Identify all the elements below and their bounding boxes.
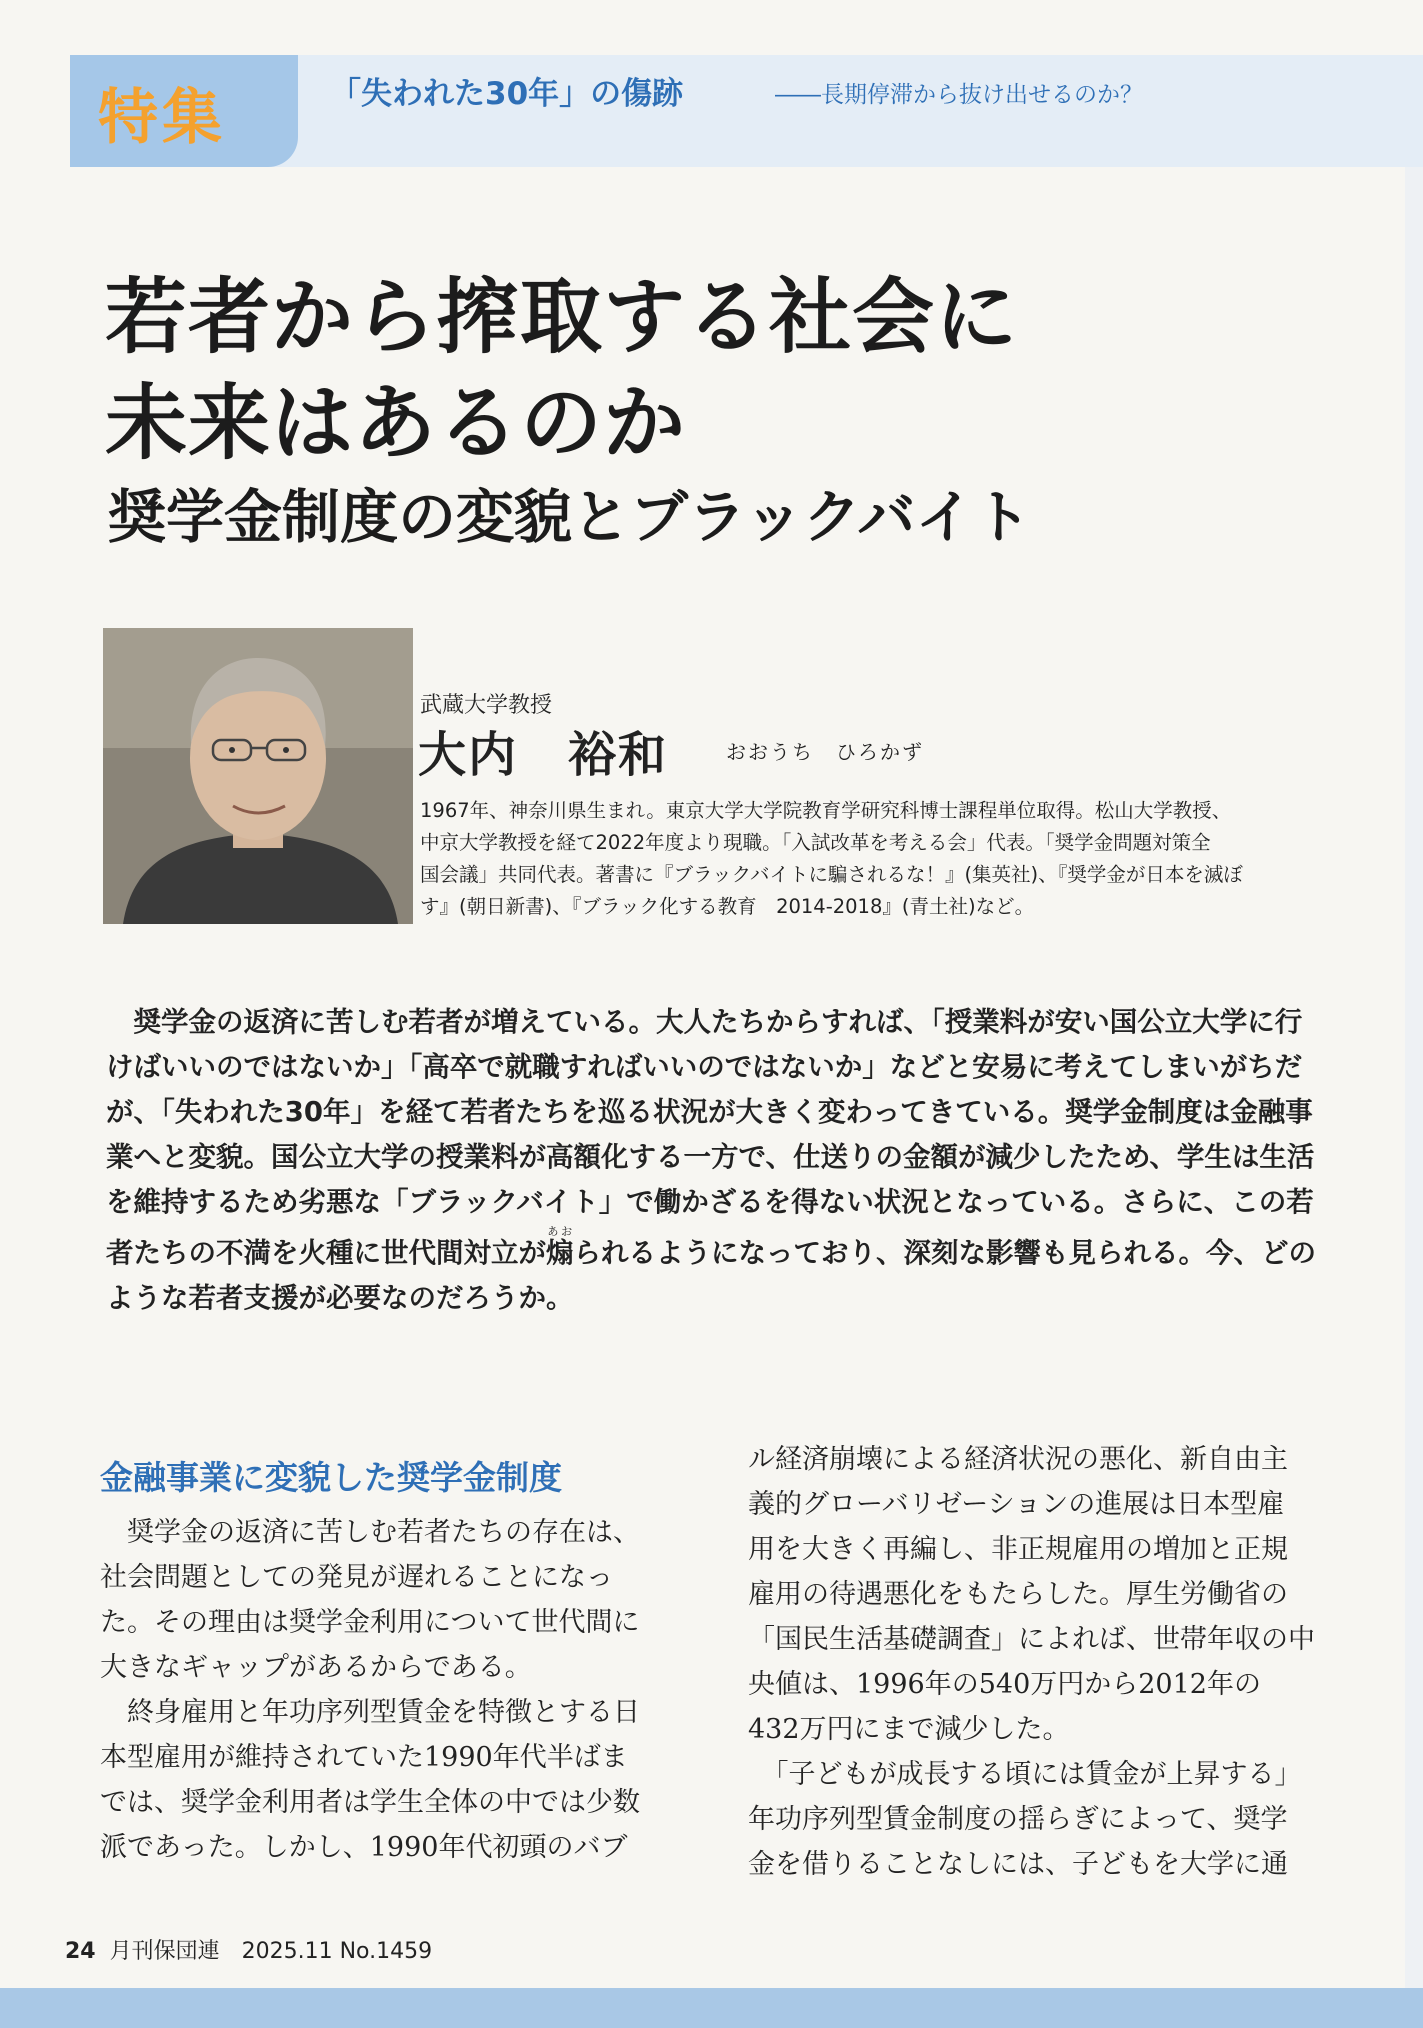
- author-affiliation: 武蔵大学教授: [420, 693, 553, 718]
- footer-band: [0, 1988, 1423, 2028]
- bio-line: 中京大学教授を経て2022年度より現職。「入試改革を考える会」代表。「奨学金問題対策全: [420, 831, 1211, 854]
- lead-line: [106, 1225, 1316, 1276]
- body-line: 央値は、1996年の540万円から2012年の: [748, 1669, 1261, 1700]
- series-subtitle: ――長期停滞から抜け出せるのか？: [775, 82, 1143, 108]
- author-name: 大内 裕和: [418, 727, 669, 783]
- body-line: 「国民生活基礎調査」によれば、世帯年収の中: [748, 1624, 1315, 1655]
- body-column-right: [748, 1437, 1315, 1887]
- lead-line: を維持するため劣悪な「ブラックバイト」で働かざるを得ない状況となっている。さらに、この若: [106, 1186, 1314, 1218]
- lead-line: ような若者支援が必要なのだろうか。: [106, 1282, 574, 1314]
- body-line: 大きなギャップがあるからである。: [100, 1652, 532, 1683]
- body-line: 義的グローバリゼーションの進展は日本型雇: [748, 1489, 1285, 1520]
- ruby-base: 煽: [546, 1237, 574, 1269]
- body-line: ル経済崩壊による経済状況の悪化、新自由主: [748, 1444, 1288, 1475]
- body-line: た。その理由は奨学金利用について世代間に: [100, 1607, 640, 1638]
- lead-paragraph: [106, 1000, 1316, 1321]
- body-line: 本型雇用が維持されていた1990年代半ばま: [100, 1742, 628, 1773]
- page-number: 24: [65, 1939, 96, 1964]
- body-line: 「子どもが成長する頃には賃金が上昇する」: [748, 1759, 1302, 1790]
- bio-line: 1967年、神奈川県生まれ。東京大学大学院教育学研究科博士課程単位取得。松山大学教授、: [420, 799, 1232, 822]
- bio-line: 国会議」共同代表。著書に『ブラックバイトに騙されるな！』(集英社)、『奨学金が日本を滅ぼ: [420, 863, 1243, 886]
- feature-label: 特集: [98, 83, 226, 153]
- lead-line: 業へと変貌。国公立大学の授業料が高額化する一方で、仕送りの金額が減少したため、学生は生活: [106, 1141, 1315, 1173]
- author-name-reading: おおうち ひろかず: [726, 740, 924, 764]
- body-line: 雇用の待遇悪化をもたらした。厚生労働省の: [748, 1579, 1288, 1610]
- page-edge-strip: [1405, 167, 1423, 2028]
- article-subtitle: 奨学金制度の変貌とブラックバイト: [108, 483, 1032, 551]
- lead-line: が、「失われた30年」を経て若者たちを巡る状況が大きく変わってきている。奨学金制度は金融事: [106, 1096, 1313, 1128]
- publication-info: 月刊保団連 2025.11 No.1459: [109, 1939, 433, 1964]
- page-footer: [65, 1934, 432, 1965]
- author-portrait-image: [103, 628, 413, 924]
- section-heading: 金融事業に変貌した奨学金制度: [100, 1458, 562, 1497]
- body-column-left: [100, 1510, 660, 1870]
- series-title: 「失われた30年」の傷跡: [330, 76, 684, 112]
- article-title-line1: 若者から搾取する社会に: [105, 270, 1019, 365]
- ruby-word: [546, 1225, 574, 1269]
- ruby-reading: あお: [546, 1225, 574, 1238]
- body-line: 432万円にまで減少した。: [748, 1714, 1070, 1745]
- body-line: 派であった。しかし、1990年代初頭のバブ: [100, 1832, 628, 1863]
- lead-text: られるようになっており、深刻な影響も見られる。今、どの: [573, 1237, 1316, 1269]
- author-bio: [420, 795, 1304, 923]
- author-photo: [103, 628, 413, 924]
- lead-text: 者たちの不満を火種に世代間対立が: [106, 1237, 546, 1269]
- body-line: 奨学金の返済に苦しむ若者たちの存在は、: [100, 1517, 640, 1548]
- body-line: 社会問題としての発見が遅れることになっ: [100, 1562, 613, 1593]
- body-line: 用を大きく再編し、非正規雇用の増加と正規: [748, 1534, 1288, 1565]
- body-line: 終身雇用と年功序列型賃金を特徴とする日: [100, 1697, 640, 1728]
- body-line: 金を借りることなしには、子どもを大学に通: [748, 1849, 1288, 1880]
- article-title-line2: 未来はあるのか: [105, 376, 687, 471]
- lead-line: 奨学金の返済に苦しむ若者が増えている。大人たちからすれば、「授業料が安い国公立大学に行: [106, 1006, 1303, 1038]
- body-line: では、奨学金利用者は学生全体の中では少数: [100, 1787, 640, 1818]
- bio-line: す』(朝日新書)、『ブラック化する教育 2014-2018』(青土社)など。: [420, 895, 1035, 918]
- lead-line: けばいいのではないか」「高卒で就職すればいいのではないか」などと安易に考えてしまいがちだ: [106, 1051, 1303, 1083]
- body-line: 年功序列型賃金制度の揺らぎによって、奨学: [748, 1804, 1288, 1835]
